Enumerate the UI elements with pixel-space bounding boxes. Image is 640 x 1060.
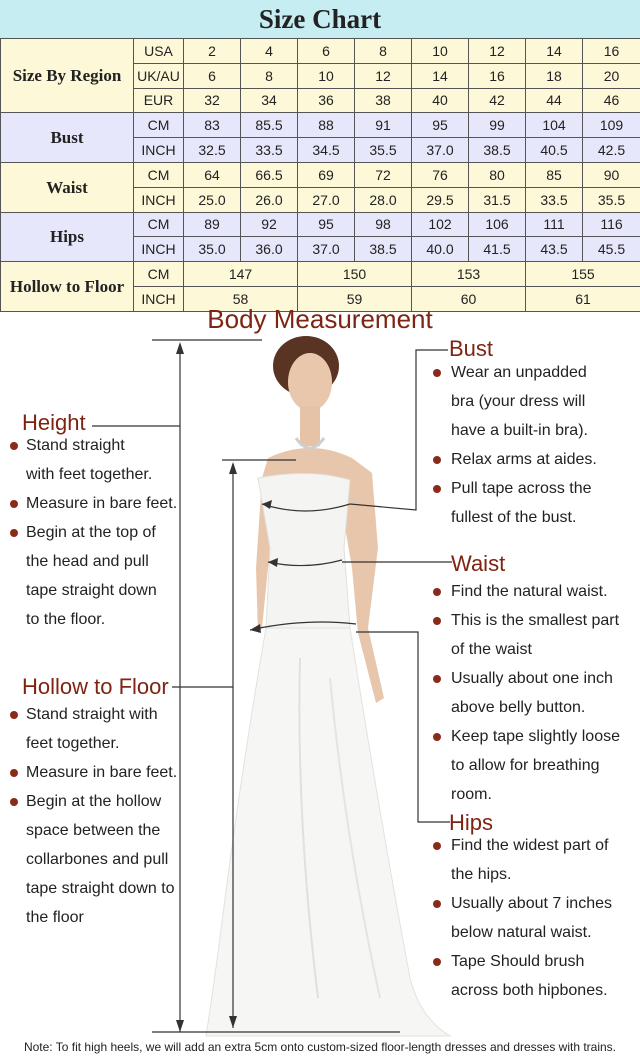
list-item: have a built-in bra). bbox=[451, 422, 588, 439]
value-cell: 16 bbox=[583, 39, 640, 64]
value-cell: 69 bbox=[298, 162, 355, 187]
size-chart-title: Size Chart bbox=[0, 0, 640, 38]
skirt-shape bbox=[206, 628, 450, 1036]
value-cell: 2 bbox=[184, 39, 241, 64]
unit-cell: INCH bbox=[134, 187, 184, 212]
value-cell: 40.5 bbox=[526, 138, 583, 163]
list-item: bra (your dress will bbox=[451, 393, 586, 410]
value-cell: 25.0 bbox=[184, 187, 241, 212]
value-cell: 12 bbox=[469, 39, 526, 64]
value-cell: 14 bbox=[412, 63, 469, 88]
list-item: the hips. bbox=[451, 866, 512, 883]
value-cell: 106 bbox=[469, 212, 526, 237]
table-row bbox=[1, 113, 640, 138]
value-cell: 89 bbox=[184, 212, 241, 237]
value-cell: 85 bbox=[526, 162, 583, 187]
value-cell: 35.5 bbox=[355, 138, 412, 163]
list-item: Find the natural waist. bbox=[433, 577, 620, 606]
waist-heading: Waist bbox=[451, 551, 506, 576]
value-cell: 109 bbox=[583, 113, 640, 138]
list-item: Begin at the top of bbox=[10, 518, 177, 547]
value-cell: 38 bbox=[355, 88, 412, 113]
list-item: Usually about 7 inches bbox=[433, 889, 612, 918]
bust-heading: Bust bbox=[449, 336, 494, 361]
value-cell: 45.5 bbox=[583, 237, 640, 262]
value-cell: 90 bbox=[583, 162, 640, 187]
value-cell: 16 bbox=[469, 63, 526, 88]
value-cell: 80 bbox=[469, 162, 526, 187]
value-cell: 38.5 bbox=[469, 138, 526, 163]
value-cell: 95 bbox=[412, 113, 469, 138]
list-item: with feet together. bbox=[26, 466, 153, 483]
value-cell: 104 bbox=[526, 113, 583, 138]
list-item: Usually about one inch bbox=[433, 664, 620, 693]
table-row bbox=[1, 262, 640, 287]
hollow-heading: Hollow to Floor bbox=[22, 674, 169, 699]
unit-cell: CM bbox=[134, 212, 184, 237]
list-item: Measure in bare feet. bbox=[10, 489, 177, 518]
value-cell: 44 bbox=[526, 88, 583, 113]
value-cell: 32.5 bbox=[184, 138, 241, 163]
value-cell: 34 bbox=[241, 88, 298, 113]
dress-figure-illustration bbox=[206, 336, 450, 1036]
unit-cell: CM bbox=[134, 113, 184, 138]
value-cell: 6 bbox=[298, 39, 355, 64]
list-item: Measure in bare feet. bbox=[10, 758, 177, 787]
head-shape bbox=[288, 353, 332, 411]
value-cell: 111 bbox=[526, 212, 583, 237]
value-cell: 26.0 bbox=[241, 187, 298, 212]
waist-instructions bbox=[433, 577, 620, 809]
value-cell: 8 bbox=[241, 63, 298, 88]
value-cell: 10 bbox=[298, 63, 355, 88]
value-cell: 36.0 bbox=[241, 237, 298, 262]
row-group-label: Size By Region bbox=[1, 39, 134, 113]
unit-cell: EUR bbox=[134, 88, 184, 113]
value-cell: 34.5 bbox=[298, 138, 355, 163]
list-item: Find the widest part of bbox=[433, 831, 612, 860]
list-item: tape straight down to bbox=[26, 880, 175, 897]
unit-cell: INCH bbox=[134, 138, 184, 163]
value-cell: 102 bbox=[412, 212, 469, 237]
list-item: across both hipbones. bbox=[451, 982, 608, 999]
list-item: tape straight down bbox=[26, 582, 157, 599]
value-cell: 35.0 bbox=[184, 237, 241, 262]
value-cell: 92 bbox=[241, 212, 298, 237]
value-cell: 76 bbox=[412, 162, 469, 187]
value-cell: 66.5 bbox=[241, 162, 298, 187]
list-item: above belly button. bbox=[451, 699, 586, 716]
value-cell: 12 bbox=[355, 63, 412, 88]
value-cell: 72 bbox=[355, 162, 412, 187]
unit-cell: CM bbox=[134, 162, 184, 187]
list-item: Stand straight with bbox=[10, 700, 177, 729]
list-item: room. bbox=[451, 786, 492, 803]
hips-instructions bbox=[433, 831, 612, 1005]
list-item: Pull tape across the bbox=[433, 474, 597, 503]
list-item: collarbones and pull bbox=[26, 851, 169, 868]
value-cell: 31.5 bbox=[469, 187, 526, 212]
list-item: space between the bbox=[26, 822, 161, 839]
row-group-label: Hips bbox=[1, 212, 134, 262]
table-row bbox=[1, 39, 640, 64]
neck-shape bbox=[300, 406, 320, 446]
height-instructions bbox=[10, 431, 177, 634]
size-chart bbox=[0, 0, 640, 312]
value-cell: 116 bbox=[583, 212, 640, 237]
list-item: the head and pull bbox=[26, 553, 149, 570]
value-cell: 4 bbox=[241, 39, 298, 64]
value-cell: 60 bbox=[412, 286, 526, 311]
body-measurement-title: Body Measurement bbox=[207, 304, 433, 334]
hollow-instructions bbox=[10, 700, 177, 932]
list-item: feet together. bbox=[26, 735, 120, 752]
list-item: to allow for breathing bbox=[451, 757, 600, 774]
unit-cell: CM bbox=[134, 262, 184, 287]
value-cell: 37.0 bbox=[412, 138, 469, 163]
value-cell: 37.0 bbox=[298, 237, 355, 262]
list-item: the floor bbox=[26, 909, 84, 926]
value-cell: 36 bbox=[298, 88, 355, 113]
value-cell: 8 bbox=[355, 39, 412, 64]
value-cell: 32 bbox=[184, 88, 241, 113]
value-cell: 28.0 bbox=[355, 187, 412, 212]
row-group-label: Waist bbox=[1, 162, 134, 212]
list-item: Keep tape slightly loose bbox=[433, 722, 620, 751]
value-cell: 20 bbox=[583, 63, 640, 88]
body-measurement-section bbox=[0, 298, 640, 1060]
value-cell: 35.5 bbox=[583, 187, 640, 212]
unit-cell: USA bbox=[134, 39, 184, 64]
size-table-body bbox=[1, 39, 640, 312]
value-cell: 41.5 bbox=[469, 237, 526, 262]
table-row bbox=[1, 162, 640, 187]
hips-heading: Hips bbox=[449, 810, 494, 835]
value-cell: 83 bbox=[184, 113, 241, 138]
value-cell: 61 bbox=[526, 286, 640, 311]
unit-cell: INCH bbox=[134, 237, 184, 262]
value-cell: 27.0 bbox=[298, 187, 355, 212]
value-cell: 98 bbox=[355, 212, 412, 237]
value-cell: 155 bbox=[526, 262, 640, 287]
value-cell: 42.5 bbox=[583, 138, 640, 163]
list-item: to the floor. bbox=[26, 611, 106, 628]
list-item: Begin at the hollow bbox=[10, 787, 177, 816]
list-item: This is the smallest part bbox=[433, 606, 620, 635]
value-cell: 6 bbox=[184, 63, 241, 88]
value-cell: 85.5 bbox=[241, 113, 298, 138]
heels-note: Note: To fit high heels, we will add an extra 5cm onto custom-sized floor-length dresses and dresses with trains. bbox=[23, 1040, 617, 1054]
list-item: Wear an unpadded bbox=[433, 358, 597, 387]
list-item: Tape Should brush bbox=[433, 947, 612, 976]
value-cell: 64 bbox=[184, 162, 241, 187]
value-cell: 153 bbox=[412, 262, 526, 287]
value-cell: 40.0 bbox=[412, 237, 469, 262]
value-cell: 40 bbox=[412, 88, 469, 113]
value-cell: 10 bbox=[412, 39, 469, 64]
value-cell: 38.5 bbox=[355, 237, 412, 262]
list-item: fullest of the bust. bbox=[451, 509, 577, 526]
value-cell: 46 bbox=[583, 88, 640, 113]
value-cell: 14 bbox=[526, 39, 583, 64]
value-cell: 99 bbox=[469, 113, 526, 138]
table-row bbox=[1, 212, 640, 237]
value-cell: 43.5 bbox=[526, 237, 583, 262]
value-cell: 29.5 bbox=[412, 187, 469, 212]
list-item: Stand straight bbox=[10, 431, 177, 460]
value-cell: 147 bbox=[184, 262, 298, 287]
value-cell: 33.5 bbox=[526, 187, 583, 212]
size-table bbox=[0, 38, 640, 312]
value-cell: 150 bbox=[298, 262, 412, 287]
value-cell: 42 bbox=[469, 88, 526, 113]
list-item: below natural waist. bbox=[451, 924, 592, 941]
row-group-label: Bust bbox=[1, 113, 134, 163]
bust-instructions bbox=[433, 358, 597, 532]
list-item: of the waist bbox=[451, 641, 532, 658]
value-cell: 59 bbox=[298, 286, 412, 311]
bodice-shape bbox=[258, 473, 350, 628]
value-cell: 58 bbox=[184, 286, 298, 311]
height-heading: Height bbox=[22, 410, 86, 435]
value-cell: 95 bbox=[298, 212, 355, 237]
value-cell: 91 bbox=[355, 113, 412, 138]
list-item: Relax arms at aides. bbox=[433, 445, 597, 474]
value-cell: 33.5 bbox=[241, 138, 298, 163]
unit-cell: UK/AU bbox=[134, 63, 184, 88]
row-group-label: Hollow to Floor bbox=[1, 262, 134, 312]
value-cell: 88 bbox=[298, 113, 355, 138]
value-cell: 18 bbox=[526, 63, 583, 88]
unit-cell: INCH bbox=[134, 286, 184, 311]
